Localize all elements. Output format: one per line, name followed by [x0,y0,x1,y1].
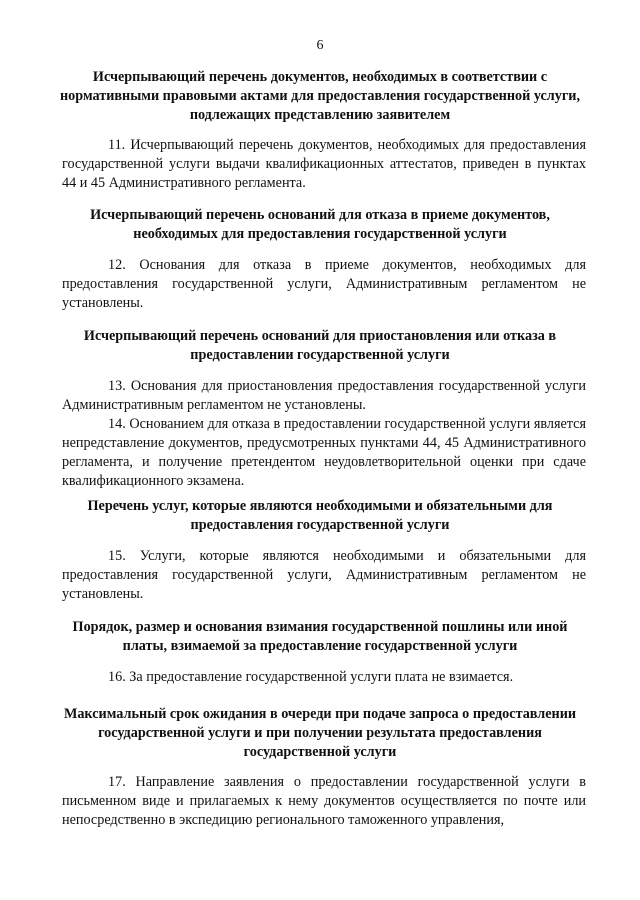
section-heading-documents-list: Исчерпывающий перечень документов, необходимых в соответствии с нормативными правовыми актами для предоставления государственной услуги, подлежащих представлению заявителем [60,69,581,123]
paragraph-14: 14. Основанием для отказа в предоставлении государственной услуги является непредставление документов, предусмотренных пунктами 44, 45 Административного регламента, и получение претендентом неудовлетворительной оценки при сдаче квалификационного экзамена. [62,416,586,489]
section-heading-suspension-refusal: Исчерпывающий перечень оснований для приостановления или отказа в предоставлении государственной услуги [83,328,557,363]
section-heading-refusal-acceptance: Исчерпывающий перечень оснований для отказа в приеме документов, необходимых для предоставления государственной услуги [90,207,550,242]
paragraph-15: 15. Услуги, которые являются необходимыми и обязательными для предоставления государственной услуги, Административным регламентом не установлены. [62,548,586,602]
section-heading-fees: Порядок, размер и основания взимания государственной пошлины или иной платы, взимаемой за предоставление государственной услуги [72,619,568,654]
page-number: 6 [316,38,324,53]
paragraph-11: 11. Исчерпывающий перечень документов, необходимых для предоставления государственной услуги выдачи квалификационных аттестатов, приведен в пунктах 44 и 45 Административного регламента. [62,137,586,191]
paragraph-13: 13. Основания для приостановления предоставления государственной услуги Административным регламентом не установлены. [62,378,586,413]
paragraph-12: 12. Основания для отказа в приеме документов, необходимых для предоставления государственной услуги, Административным регламентом не установлены. [62,257,586,311]
section-heading-waiting-time: Максимальный срок ожидания в очереди при подаче запроса о предоставлении государственной услуги и при получении результата предоставления государственной услуги [63,706,577,760]
section-heading-required-services: Перечень услуг, которые являются необходимыми и обязательными для предоставления государственной услуги [87,498,553,533]
paragraph-17: 17. Направление заявления о предоставлении государственной услуги в письменном виде и прилагаемых к нему документов осуществляется по почте или непосредственно в экспедицию регионального таможенного управления, [62,774,586,828]
paragraph-16: 16. За предоставление государственной услуги плата не взимается. [108,669,514,685]
